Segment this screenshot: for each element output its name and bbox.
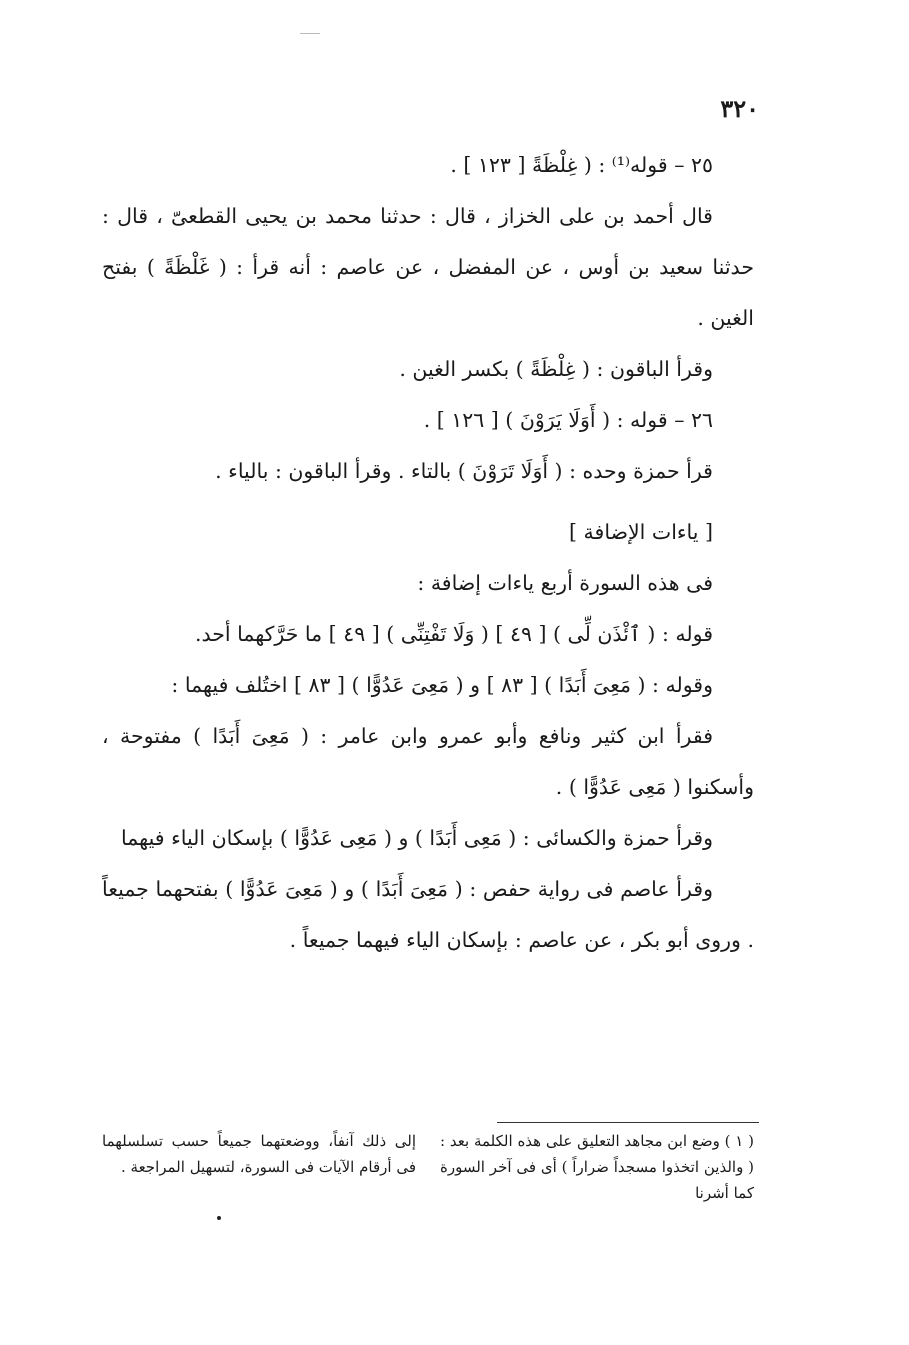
ink-dot [217,1216,221,1220]
reading-others-paragraph: وقرأ الباقون : ( غِلْظَةً ) بكسر الغين . [399,357,713,381]
scan-mark [300,33,320,34]
footnote-column-2: إلى ذلك آنفاً، ووضعتهما جميعاً حسب تسلسلهما فى أرقام الآيات فى السورة، لتسهيل المراجعة . [102,1132,416,1176]
main-text [102,140,754,966]
section-intro: فى هذه السورة أربع ياءات إضافة : [417,571,713,595]
footnote-block [102,1128,754,1206]
section-heading: [ ياءات الإضافة ] [569,520,713,544]
asim-paragraph: وقرأ عاصم فى رواية حفص : ( مَعِىَ أَبَدًا ) و ( مَعِىَ عَدُوًّا ) بفتحهما جميعاً . وروى أبو بكر ، عن عاصم : بإسكان الياء فيهما جميعاً . [102,877,754,952]
footnote-divider [497,1122,759,1123]
footnote-column-1: ( ١ ) وضع ابن مجاهد التعليق على هذه الكلمة بعد : ( والذين اتخذوا مسجداً ضراراً ) أى فى آخر السورة كما أشرنا [440,1132,754,1202]
ibn-kathir-paragraph: فقرأ ابن كثير ونافع وأبو عمرو وابن عامر : ( مَعِىَ أَبَدًا ) مفتوحة ، وأسكنوا ( مَعِى عَدُوًّا ) . [102,724,754,799]
second-pair-paragraph: وقوله : ( مَعِىَ أَبَدًا ) [ ٨٣ ] و ( مَعِىَ عَدُوًّا ) [ ٨٣ ] اختُلف فيهما : [171,673,713,697]
page-number: ٣٢٠ [720,94,759,123]
verse-entry-26: ٢٦ – قوله : ( أَوَلَا يَرَوْنَ ) [ ١٢٦ ] . [423,408,713,432]
hamza-kisai-paragraph: وقرأ حمزة والكسائى : ( مَعِى أَبَدًا ) و ( مَعِى عَدُوًّا ) بإسكان الياء فيهما [121,826,713,850]
first-pair-paragraph: قوله : ( ٱئْذَن لِّى ) [ ٤٩ ] ( وَلَا تَفْتِنِّى ) [ ٤٩ ] ما حَرَّكهما أحد. [194,622,713,646]
verse-entry-25: ٢٥ – قوله⁽¹⁾ : ( غِلْظَةً [ ١٢٣ ] . [450,153,713,177]
narration-paragraph: قال أحمد بن على الخزاز ، قال : حدثنا محمد بن يحيى القطعىّ ، قال : حدثنا سعيد بن أوس ، عن المفضل ، عن عاصم : أنه قرأ : ( غَلْظَةً ) بفتح الغين . [102,204,754,330]
hamza-reading-paragraph: قرأ حمزة وحده : ( أَوَلَا تَرَوْنَ ) بالتاء . وقرأ الباقون : بالياء . [215,459,713,483]
